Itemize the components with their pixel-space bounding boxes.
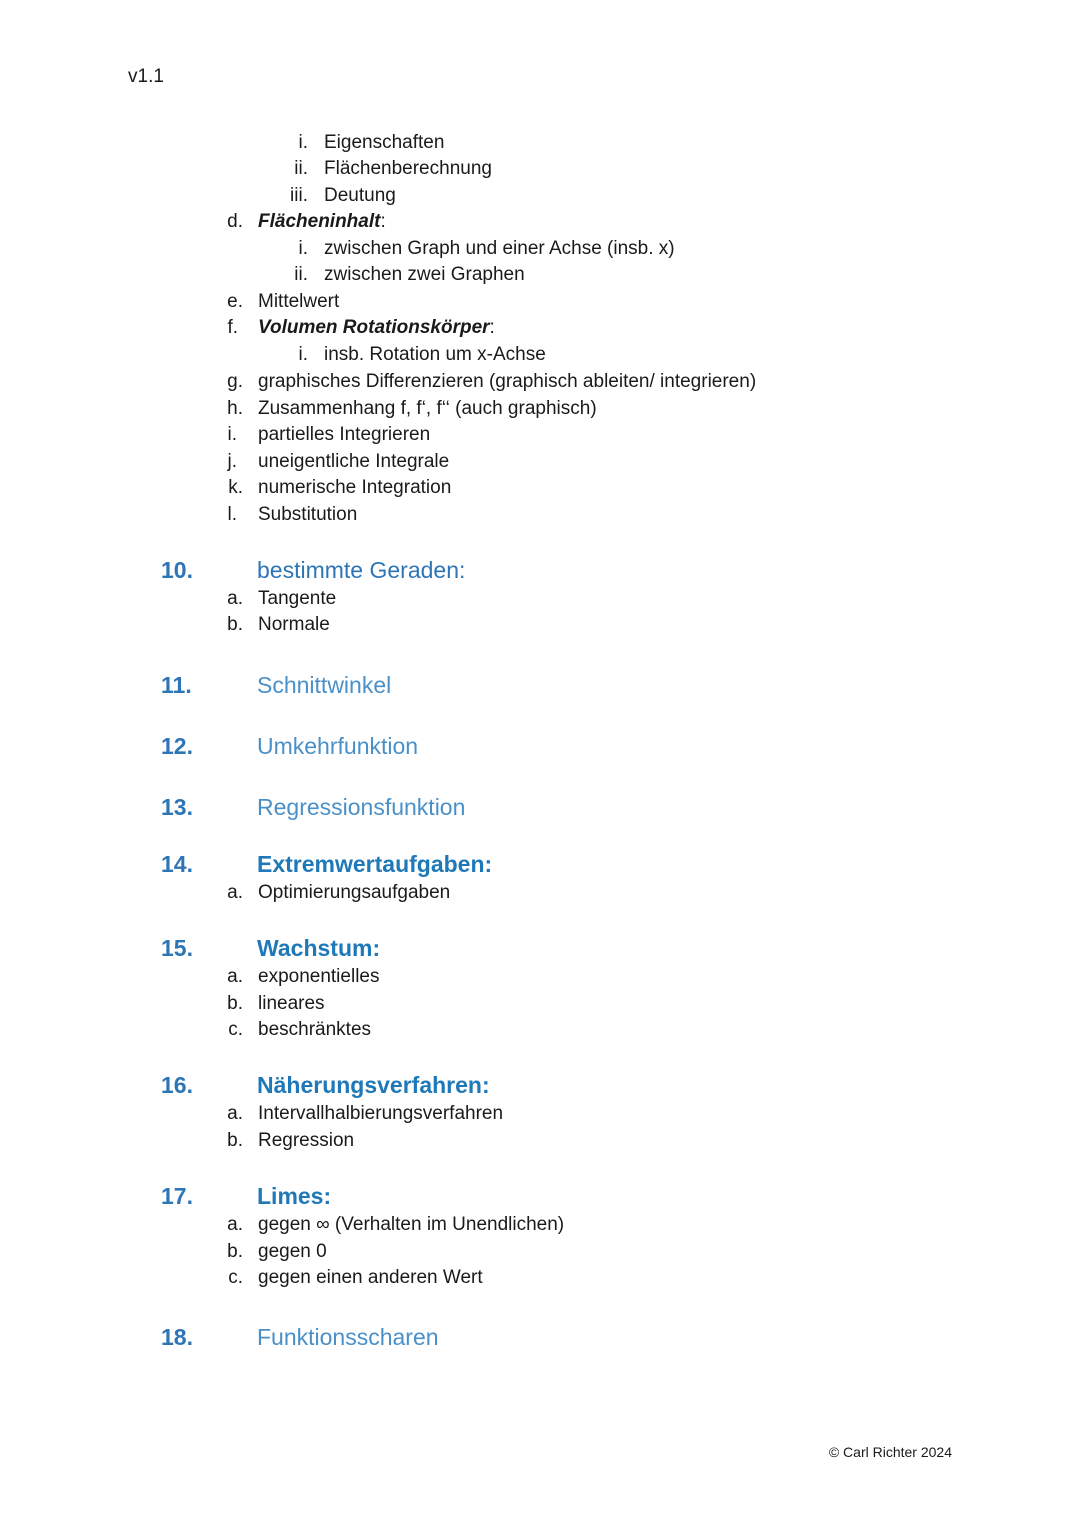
- list-item: gegen einen anderen Wert: [258, 1267, 483, 1288]
- section-title: Schnittwinkel: [257, 672, 392, 698]
- copyright-footer: © Carl Richter 2024: [828, 1444, 952, 1460]
- list-item-volumen: Volumen Rotationskörper:: [258, 317, 495, 338]
- section-number: 10.: [161, 557, 193, 583]
- list-marker: c.: [228, 1267, 243, 1288]
- section-number: 18.: [161, 1324, 193, 1350]
- list-item: Intervallhalbierungsverfahren: [258, 1103, 504, 1124]
- list-item: Eigenschaften: [324, 132, 445, 153]
- list-marker: b.: [227, 1130, 243, 1151]
- list-marker: ii.: [294, 264, 308, 285]
- section-number: 13.: [161, 794, 193, 820]
- list-marker: b.: [227, 993, 243, 1014]
- list-item: uneigentliche Integrale: [258, 451, 450, 472]
- list-item: Tangente: [258, 588, 337, 609]
- section-number: 15.: [161, 935, 193, 961]
- section-title: Limes:: [257, 1183, 332, 1209]
- list-marker: d.: [227, 211, 243, 232]
- section-title: bestimmte Geraden:: [257, 557, 466, 583]
- list-marker: a.: [227, 588, 243, 609]
- list-item: zwischen Graph und einer Achse (insb. x): [324, 238, 675, 259]
- section-title: Wachstum:: [257, 935, 381, 961]
- list-marker: b.: [227, 614, 243, 635]
- list-marker: i.: [227, 424, 237, 445]
- list-item: Flächenberechnung: [324, 158, 492, 179]
- list-item: lineares: [258, 993, 325, 1014]
- list-item: Zusammenhang f, f‘, f‘‘ (auch graphisch): [258, 398, 597, 419]
- list-marker: c.: [228, 1019, 243, 1040]
- section-number: 16.: [161, 1072, 193, 1098]
- list-item: gegen ∞ (Verhalten im Unendlichen): [258, 1214, 565, 1235]
- list-item: Regression: [258, 1130, 355, 1151]
- list-item: exponentielles: [258, 966, 380, 987]
- list-marker: h.: [227, 398, 243, 419]
- list-item-flaecheninhalt: Flächeninhalt:: [258, 211, 386, 232]
- section-title: Umkehrfunktion: [257, 733, 419, 759]
- list-marker: j.: [227, 451, 237, 472]
- list-marker: f.: [227, 317, 238, 338]
- list-item: Substitution: [258, 504, 358, 525]
- list-item: Deutung: [324, 185, 396, 206]
- list-marker: i.: [298, 132, 308, 153]
- list-marker: i.: [298, 238, 308, 259]
- list-item: Normale: [258, 614, 330, 635]
- section-number: 11.: [161, 672, 192, 698]
- list-item: beschränktes: [258, 1019, 372, 1040]
- list-item: Optimierungsaufgaben: [258, 882, 451, 903]
- section-number: 14.: [161, 851, 193, 877]
- section-title: Extremwertaufgaben:: [257, 851, 493, 877]
- list-marker: g.: [227, 371, 243, 392]
- list-marker: l.: [227, 504, 237, 525]
- version-label: v1.1: [128, 66, 164, 87]
- list-marker: a.: [227, 1214, 243, 1235]
- list-item: insb. Rotation um x-Achse: [324, 344, 546, 365]
- list-marker: e.: [227, 291, 243, 312]
- list-item: gegen 0: [258, 1241, 327, 1262]
- list-marker: a.: [227, 966, 243, 987]
- list-item: Mittelwert: [258, 291, 340, 312]
- section-title: Funktionsscharen: [257, 1324, 439, 1350]
- list-item: zwischen zwei Graphen: [324, 264, 525, 285]
- section-title: Regressionsfunktion: [257, 794, 466, 820]
- list-marker: a.: [227, 882, 243, 903]
- list-item: numerische Integration: [258, 477, 452, 498]
- list-item: partielles Integrieren: [258, 424, 431, 445]
- list-marker: b.: [227, 1241, 243, 1262]
- section-number: 12.: [161, 733, 193, 759]
- list-marker: k.: [228, 477, 243, 498]
- section-title: Näherungsverfahren:: [257, 1072, 490, 1098]
- list-marker: a.: [227, 1103, 243, 1124]
- list-marker: iii.: [290, 185, 308, 206]
- list-item: graphisches Differenzieren (graphisch ableiten/ integrieren): [258, 371, 757, 392]
- section-number: 17.: [161, 1183, 193, 1209]
- list-marker: i.: [298, 344, 308, 365]
- list-marker: ii.: [294, 158, 308, 179]
